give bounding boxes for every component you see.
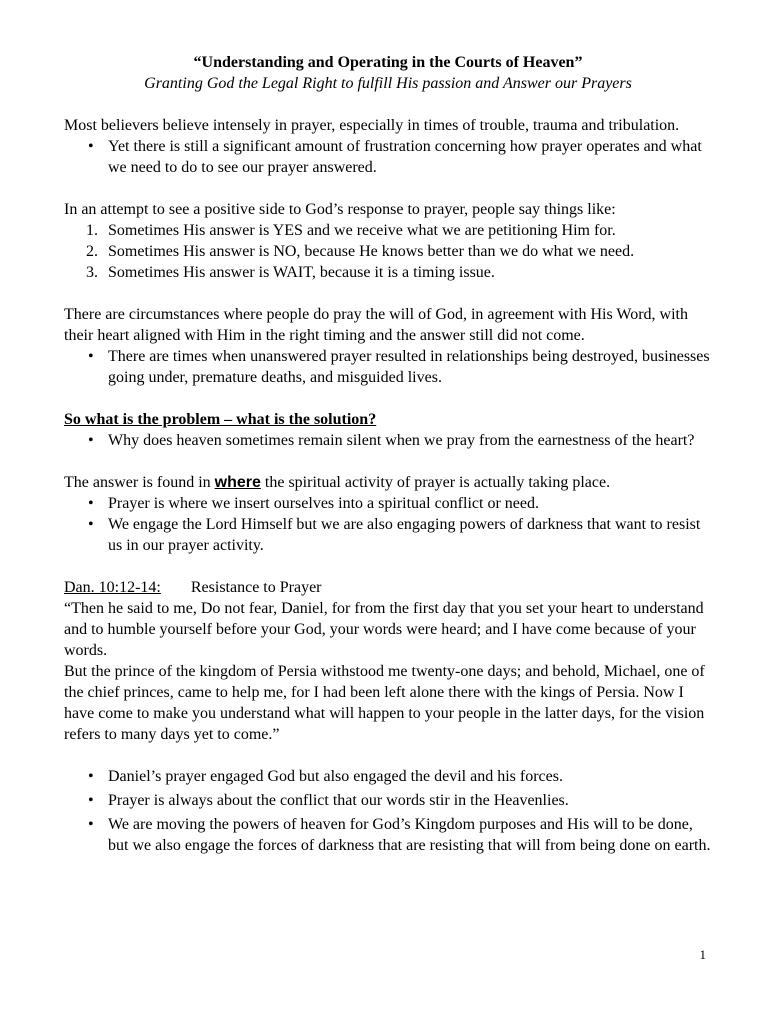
paragraph-answer	[64, 472, 712, 493]
bullet-item: • Yet there is still a significant amount of frustration concerning how prayer operates and what we need to do to see our prayer answered.	[64, 136, 712, 178]
bullet-list	[64, 346, 712, 388]
bullet-item: • Daniel’s prayer engaged God but also engaged the devil and his forces.	[64, 766, 712, 787]
bullet-item: • Prayer is where we insert ourselves into a spiritual conflict or need.	[64, 493, 712, 514]
item-number: 3.	[86, 264, 98, 281]
item-number: 2.	[86, 243, 98, 260]
bullet-list	[64, 766, 712, 856]
item-text: Sometimes His answer is WAIT, because it is a timing issue.	[108, 264, 495, 281]
bullet-item: • We are moving the powers of heaven for God’s Kingdom purposes and His will to be done, but we also engage the forces of darkness that are resisting that will from being done on earth.	[64, 814, 712, 856]
bullet-item: • We engage the Lord Himself but we are also engaging powers of darkness that want to resist us in our prayer activity.	[64, 514, 712, 556]
paragraph-intro: Most believers believe intensely in prayer, especially in times of trouble, trauma and tribulation.	[64, 117, 680, 134]
scripture-reference: Dan. 10:12-14:	[64, 579, 161, 596]
scripture-quote: “Then he said to me, Do not fear, Daniel, for from the first day that you set your heart to understand and to humble yourself before your God, your words were heard; and I have come because of your words.	[64, 600, 704, 659]
bullet-item: • Why does heaven sometimes remain silent when we pray from the earnestness of the heart?	[64, 430, 712, 451]
page-number: 1	[699, 947, 706, 962]
numbered-item	[64, 241, 712, 262]
item-text: Sometimes His answer is NO, because He knows better than we do what we need.	[108, 243, 635, 260]
section-heading: So what is the problem – what is the solution?	[64, 411, 377, 428]
bullet-item: • Prayer is always about the conflict that our words stir in the Heavenlies.	[64, 790, 712, 811]
document-subtitle: Granting God the Legal Right to fulfill His passion and Answer our Prayers	[144, 75, 632, 92]
bullet-list	[64, 136, 712, 178]
numbered-item	[64, 220, 712, 241]
answer-text-end: the spiritual activity of prayer is actually taking place.	[260, 474, 611, 491]
item-number: 1.	[86, 222, 98, 239]
bullet-list	[64, 493, 712, 556]
document-title: “Understanding and Operating in the Courts of Heaven”	[193, 54, 583, 71]
item-text: Sometimes His answer is YES and we receive what we are petitioning Him for.	[108, 222, 616, 239]
bullet-item: • There are times when unanswered prayer resulted in relationships being destroyed, businesses going under, premature deaths, and misguided lives.	[64, 346, 712, 388]
answer-text-start: The answer is found in	[64, 474, 215, 491]
numbered-list	[64, 220, 712, 283]
bullet-list	[64, 430, 712, 451]
scripture-reference-line	[64, 577, 712, 598]
scripture-quote: But the prince of the kingdom of Persia withstood me twenty-one days; and behold, Michael, one of the chief princes, came to help me, for I had been left alone there with the kings of Persia. Now I have come to make you understand what will happen to your people in the latter days, for the vision refers to many days yet to come.”	[64, 663, 705, 743]
numbered-item	[64, 262, 712, 283]
document-body	[64, 52, 712, 859]
paragraph-response-intro: In an attempt to see a positive side to God’s response to prayer, people say things like:	[64, 201, 616, 218]
paragraph-circumstances: There are circumstances where people do pray the will of God, in agreement with His Word, with their heart aligned with Him in the right timing and the answer still did not come.	[64, 306, 688, 344]
scripture-reference-title: Resistance to Prayer	[190, 579, 322, 596]
answer-emphasis: where	[214, 474, 261, 491]
